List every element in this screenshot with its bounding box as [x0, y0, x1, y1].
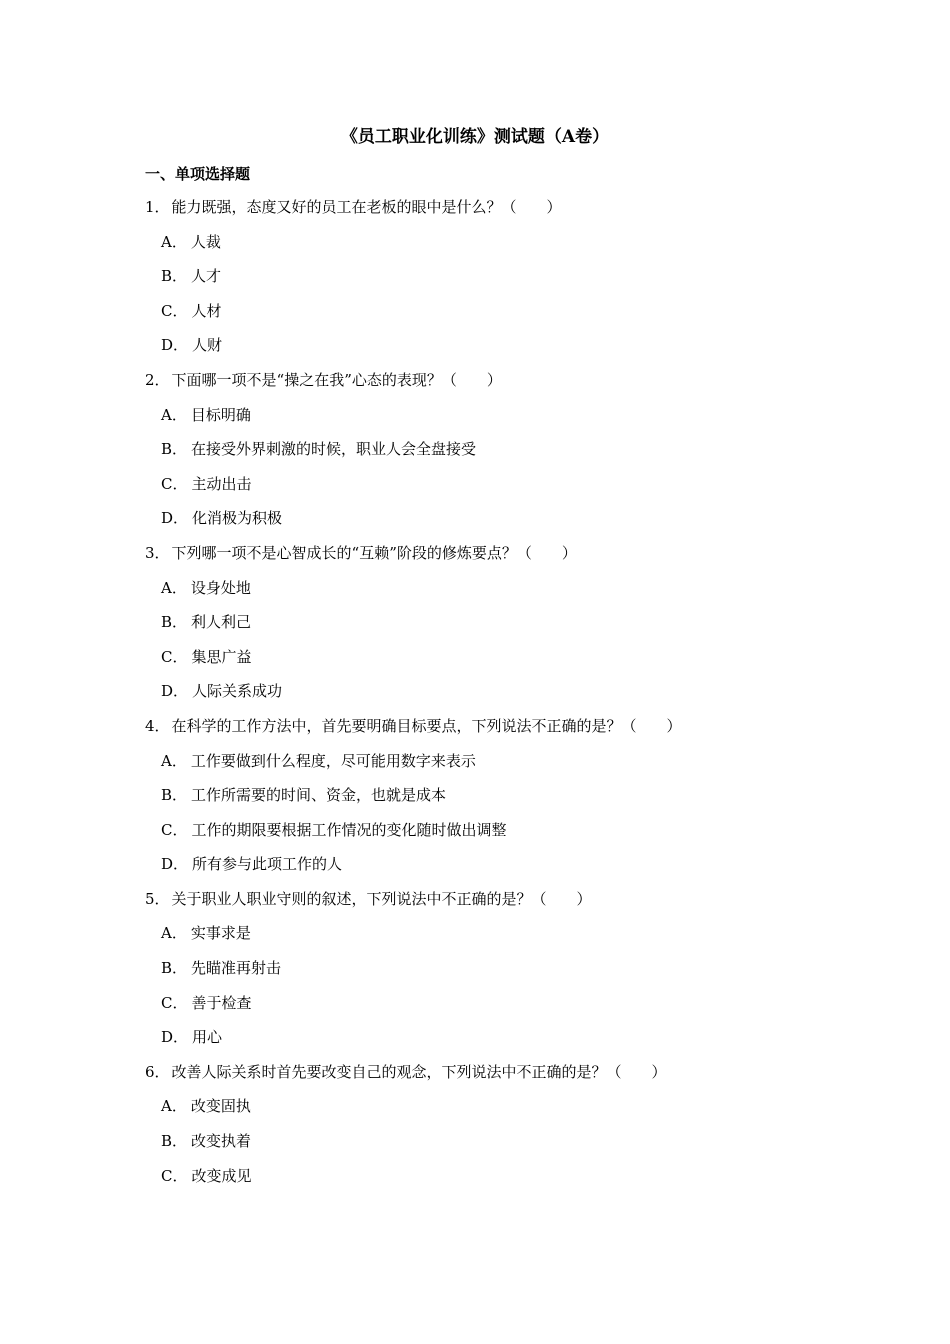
option-text: 实事求是: [190, 924, 251, 943]
question-list: [145, 190, 845, 1193]
option-text: 设身处地: [190, 578, 251, 597]
option-text: 利人利己: [191, 613, 252, 632]
option-text: 人财: [192, 336, 223, 355]
question-text: 改善人际关系时首先要改变自己的观念，下列说法中不正确的是？（ ）: [171, 1062, 667, 1081]
answer-option: [145, 501, 845, 536]
answer-option: [145, 674, 845, 709]
question-text: 关于职业人职业守则的叙述，下列说法中不正确的是？（ ）: [171, 889, 592, 908]
option-letter: A．: [161, 751, 187, 770]
question-text: 下列哪一项不是心智成长的“互赖”阶段的修炼要点？（ ）: [171, 543, 577, 562]
option-letter: C．: [161, 1166, 188, 1185]
answer-option: [145, 1124, 845, 1159]
option-text: 人裁: [190, 232, 221, 251]
option-letter: A．: [161, 232, 187, 251]
option-text: 工作的期限要根据工作情况的变化随时做出调整: [191, 820, 507, 839]
answer-option: [145, 605, 845, 640]
answer-option: [145, 398, 845, 433]
option-text: 先瞄准再射击: [191, 959, 282, 978]
option-text: 主动出击: [191, 474, 252, 493]
option-letter: D．: [161, 509, 189, 528]
answer-option: [145, 1089, 845, 1124]
option-text: 化消极为积极: [192, 509, 283, 528]
answer-option: [145, 951, 845, 986]
option-letter: B．: [161, 267, 188, 286]
answer-option: [145, 1020, 845, 1055]
option-text: 目标明确: [190, 405, 251, 424]
question-stem: [145, 536, 845, 571]
answer-option: [145, 986, 845, 1021]
option-letter: D．: [161, 336, 189, 355]
answer-option: [145, 813, 845, 848]
option-text: 集思广益: [191, 647, 252, 666]
option-letter: A．: [161, 924, 187, 943]
option-letter: C．: [161, 301, 188, 320]
option-letter: B．: [161, 613, 188, 632]
answer-option: [145, 778, 845, 813]
option-letter: B．: [161, 959, 188, 978]
answer-option: [145, 294, 845, 329]
question-stem: [145, 190, 845, 225]
option-text: 人材: [191, 301, 222, 320]
option-letter: B．: [161, 440, 188, 459]
question-stem: [145, 363, 845, 398]
option-text: 善于检查: [191, 993, 252, 1012]
question-number: 3．: [145, 543, 170, 562]
question-stem: [145, 709, 845, 744]
option-text: 人才: [191, 267, 222, 286]
question-text: 能力既强，态度又好的员工在老板的眼中是什么？（ ）: [171, 198, 562, 216]
question-number: 5．: [145, 889, 170, 908]
option-text: 所有参与此项工作的人: [192, 855, 343, 874]
option-text: 改变执着: [191, 1132, 252, 1151]
section-heading: 一、单项选择题: [145, 165, 251, 183]
option-text: 改变固执: [190, 1097, 251, 1116]
answer-option: [145, 467, 845, 502]
option-text: 用心: [192, 1028, 223, 1047]
option-letter: B．: [161, 786, 188, 805]
answer-option: [145, 259, 845, 294]
answer-option: [145, 847, 845, 882]
option-letter: D．: [161, 1028, 189, 1047]
question-stem: [145, 1055, 845, 1090]
page-title: 《员工职业化训练》测试题（A卷）: [340, 127, 610, 147]
option-text: 改变成见: [191, 1166, 252, 1185]
option-letter: C．: [161, 820, 188, 839]
question-text: 在科学的工作方法中，首先要明确目标要点，下列说法不正确的是？（ ）: [171, 716, 682, 735]
option-letter: B．: [161, 1132, 188, 1151]
option-letter: D．: [161, 855, 189, 874]
answer-option: [145, 328, 845, 363]
option-letter: D．: [161, 682, 189, 701]
question-number: 4．: [145, 716, 170, 735]
answer-option: [145, 744, 845, 779]
option-text: 工作要做到什么程度，尽可能用数字来表示: [190, 751, 476, 770]
option-letter: C．: [161, 993, 188, 1012]
answer-option: [145, 916, 845, 951]
option-text: 工作所需要的时间、资金，也就是成本: [191, 786, 447, 805]
question-number: 1．: [145, 198, 170, 216]
answer-option: [145, 432, 845, 467]
answer-option: [145, 571, 845, 606]
question-text: 下面哪一项不是“操之在我”心态的表现？（ ）: [171, 370, 502, 389]
question-number: 2．: [145, 370, 170, 389]
question-number: 6．: [145, 1062, 170, 1081]
option-text: 在接受外界刺激的时候，职业人会全盘接受: [191, 440, 477, 459]
question-stem: [145, 882, 845, 917]
option-letter: A．: [161, 1097, 187, 1116]
option-letter: A．: [161, 578, 187, 597]
option-letter: C．: [161, 474, 188, 493]
answer-option: [145, 1159, 845, 1194]
option-letter: C．: [161, 647, 188, 666]
option-text: 人际关系成功: [192, 682, 283, 701]
option-letter: A．: [161, 405, 187, 424]
answer-option: [145, 640, 845, 675]
answer-option: [145, 225, 845, 260]
